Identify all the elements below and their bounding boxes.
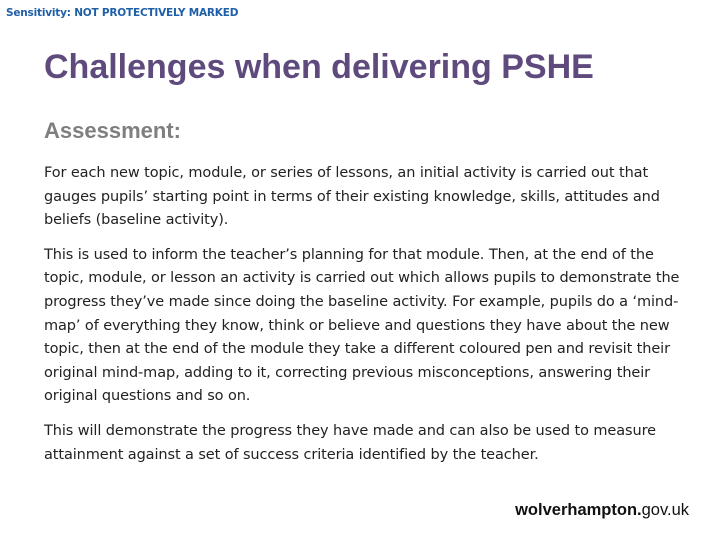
wolverhampton-logo: [515, 501, 689, 520]
slide-body: [44, 162, 694, 478]
slide-title: Challenges when delivering PSHE: [44, 48, 594, 86]
brand-domain-text: gov.uk: [641, 501, 689, 519]
slide-subtitle: Assessment:: [44, 118, 181, 143]
paragraph-progress: This is used to inform the teacher’s planning for that module. Then, at the end of the topic, module, or lesson an activity is carried out which allows pupils to demonstrate the progress they’ve made since doing the baseline activity. For example, pupils do a ‘mind-map’ of everything they know, think or believe and questions they have about the new topic, then at the end of the module they take a different coloured pen and revisit their original mind-map, adding to it, correcting previous misconceptions, answering their original questions and so on.: [44, 246, 680, 405]
brand-bold-text: wolverhampton.: [515, 501, 642, 519]
paragraph-baseline: For each new topic, module, or series of lessons, an initial activity is carried out that gauges pupils’ starting point in terms of their existing knowledge, skills, attitudes and beliefs (baseline activity).: [44, 165, 660, 229]
paragraph-attainment: This will demonstrate the progress they have made and can also be used to measure attainment against a set of success criteria identified by the teacher.: [44, 422, 656, 463]
sensitivity-label: Sensitivity: NOT PROTECTIVELY MARKED: [6, 7, 239, 19]
